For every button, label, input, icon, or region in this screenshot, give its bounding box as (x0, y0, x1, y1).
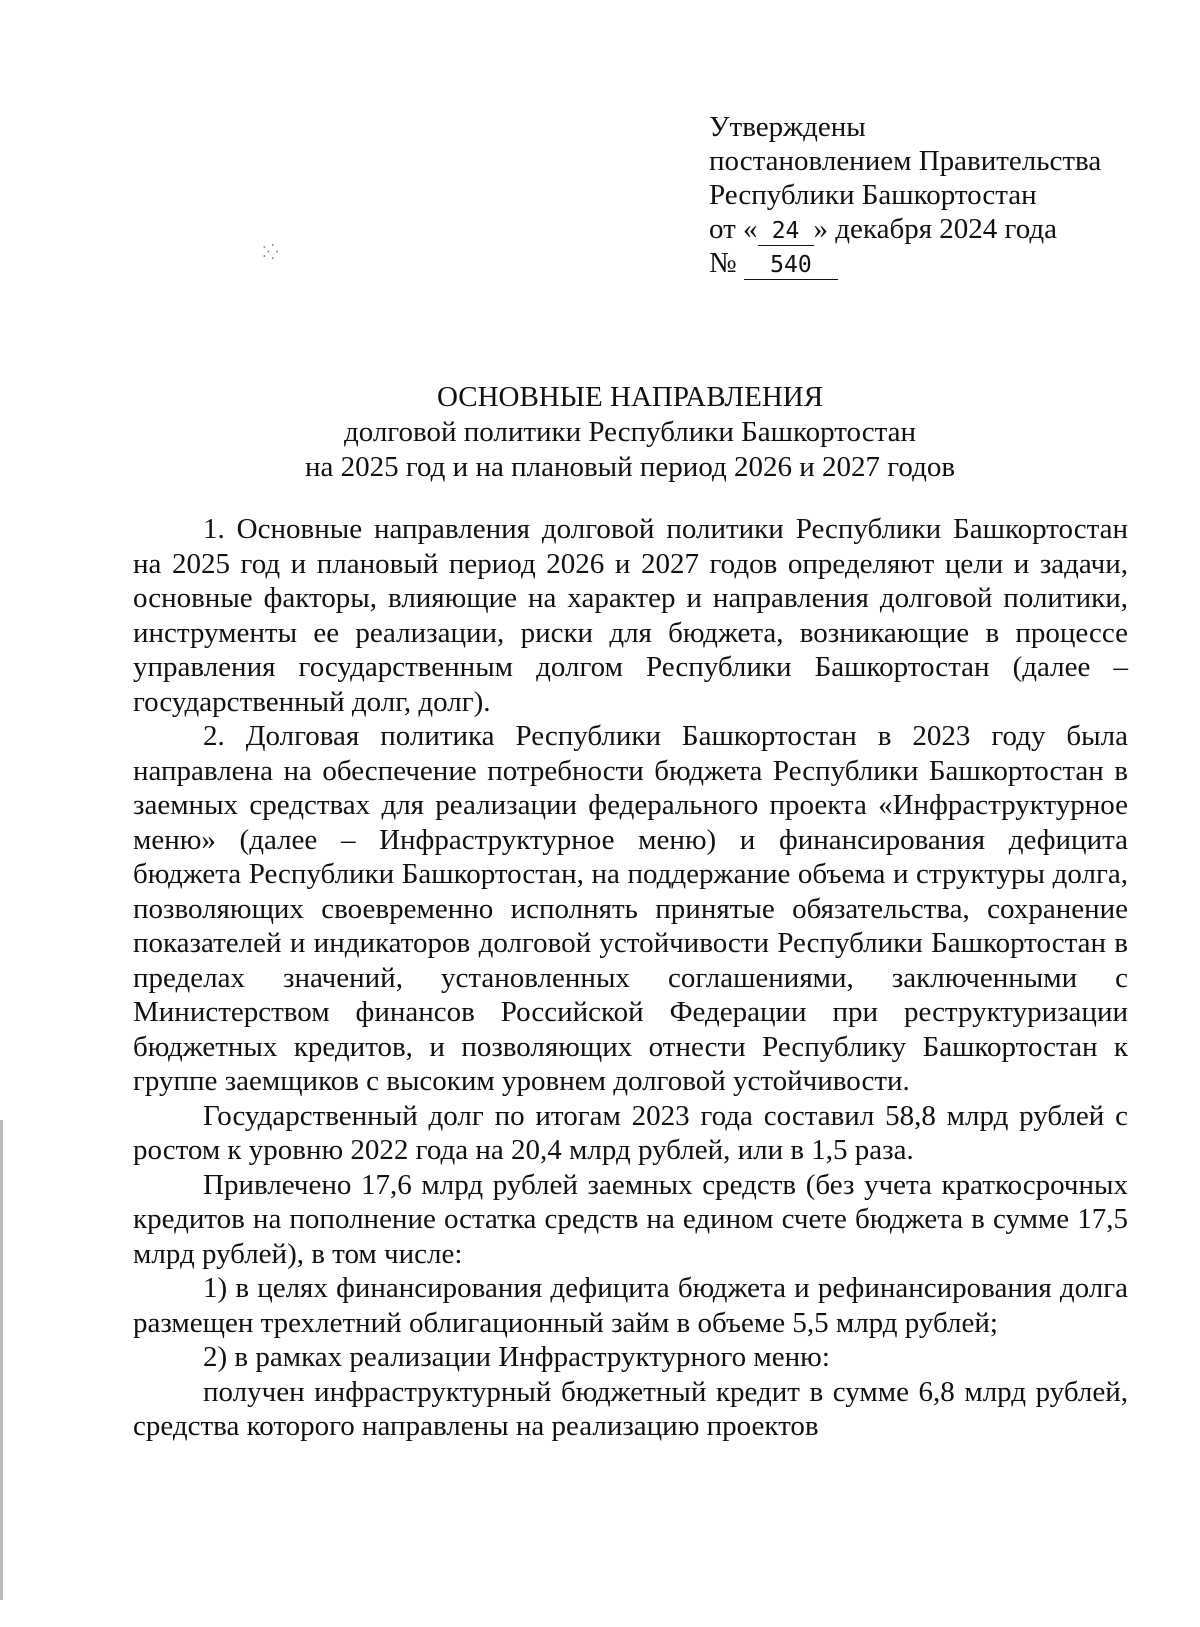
approval-date-prefix: от « (709, 213, 758, 245)
document-body (133, 512, 1128, 1444)
approval-block (709, 110, 1169, 280)
approval-date-line (709, 212, 1169, 246)
approval-date-day: 24 (758, 217, 814, 246)
approval-number-prefix: № (709, 247, 737, 279)
paragraph-6: 2) в рамках реализации Инфраструктурного меню: (203, 1341, 830, 1373)
document-subtitle-2: на 2025 год и на плановый период 2026 и 2027 годов (304, 451, 956, 483)
scan-artifact-mark: ⁚⁛ (262, 245, 279, 261)
approval-line-3: Республики Башкортостан (709, 179, 1037, 211)
paragraph-3: Государственный долг по итогам 2023 года составил 58,8 млрд рублей с ростом к уровню 2022 года на 20,4 млрд рублей, или в 1,5 раза. (133, 1099, 1128, 1166)
paragraph-2: 2. Долговая политика Республики Башкортостан в 2023 году была направлена на обеспечение потребности бюджета Республики Башкортостан в заемных средствах для реализации федерального проекта «Инфраструктурное меню» (далее – Инфраструктурное меню) и финансирования дефицита бюджета Республики Башкортостан, на поддержание объема и структуры долга, позволяющих своевременно исполнять принятые обязательства, сохранение показателей и индикаторов долговой устойчивости Республики Башкортостан в пределах значений, установленных соглашениями, заключенными с Министерством финансов Российской Федерации при реструктуризации бюджетных кредитов, и позволяющих отнести Республику Башкортостан к группе заемщиков с высоким уровнем долговой устойчивости. (133, 720, 1128, 1097)
approval-number-line (709, 246, 1169, 280)
document-subtitle-1: долговой политики Республики Башкортостан (343, 416, 917, 448)
approval-date-suffix: » декабря 2024 года (813, 213, 1058, 245)
document-title: ОСНОВНЫЕ НАПРАВЛЕНИЯ (436, 381, 824, 413)
approval-line-2: постановлением Правительства (709, 145, 1102, 177)
approval-number: 540 (744, 251, 838, 280)
paragraph-5: 1) в целях финансирования дефицита бюджета и рефинансирования долга размещен трехлетний облигационный займ в объеме 5,5 млрд рублей; (133, 1272, 1128, 1339)
approval-line-1: Утверждены (709, 111, 866, 143)
scan-edge-line (0, 1120, 3, 1600)
paragraph-7: получен инфраструктурный бюджетный кредит в сумме 6,8 млрд рублей, средства которого направлены на реализацию проектов (133, 1375, 1128, 1442)
paragraph-4: Привлечено 17,6 млрд рублей заемных средств (без учета краткосрочных кредитов на пополнение остатка средств на едином счете бюджета в сумме 17,5 млрд рублей), в том числе: (133, 1168, 1128, 1270)
document-heading (130, 380, 1130, 485)
paragraph-1: 1. Основные направления долговой политики Республики Башкортостан на 2025 год и плановый период 2026 и 2027 годов определяют цели и задачи, основные факторы, влияющие на характер и направления долговой политики, инструменты ее реализации, риски для бюджета, возникающие в процессе управления государственным долгом Республики Башкортостан (далее – государственный долг, долг). (133, 513, 1128, 718)
